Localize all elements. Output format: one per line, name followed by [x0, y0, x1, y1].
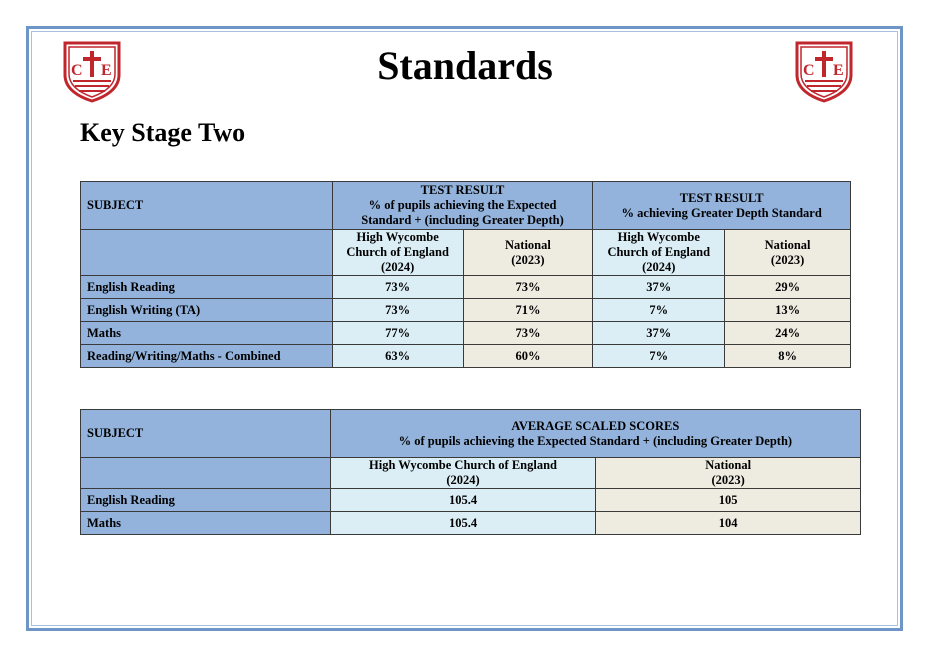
svg-text:E: E: [833, 62, 844, 79]
subject-cell: Reading/Writing/Maths - Combined: [81, 345, 333, 368]
value-cell: 73%: [463, 276, 593, 299]
table-row: [81, 322, 851, 345]
header-line: High Wycombe: [617, 230, 700, 244]
header-line: % of pupils achieving the Expected: [368, 198, 557, 212]
national-column-header: [596, 458, 861, 489]
header-line: % of pupils achieving the Expected Standard + (including Greater Depth): [398, 433, 793, 448]
table-row: [81, 512, 861, 535]
subject-cell: English Reading: [81, 489, 331, 512]
table-row: [81, 345, 851, 368]
section-heading: Key Stage Two: [80, 118, 246, 147]
table-row: [81, 489, 861, 512]
header-line: TEST RESULT: [420, 183, 505, 197]
subject-cell: English Writing (TA): [81, 299, 333, 322]
value-cell: 7%: [593, 345, 725, 368]
scaled-scores-header: [330, 410, 860, 458]
expected-standard-header: [332, 182, 593, 230]
value-cell: 29%: [725, 276, 851, 299]
header-line: Church of England: [607, 245, 711, 259]
header-line: (2023): [770, 252, 805, 267]
table-row: [81, 276, 851, 299]
value-cell: 7%: [593, 299, 725, 322]
header-line: High Wycombe: [356, 230, 439, 244]
header-line: National: [705, 458, 752, 472]
value-cell: 105.4: [330, 489, 596, 512]
value-cell: 37%: [593, 276, 725, 299]
national-column-header: [463, 230, 593, 276]
svg-text:C: C: [71, 62, 83, 79]
school-column-header: [593, 230, 725, 276]
greater-depth-header: [593, 182, 851, 230]
value-cell: 37%: [593, 322, 725, 345]
header-line: (2024): [642, 260, 676, 274]
subject-header: SUBJECT: [81, 410, 331, 458]
header-line: National: [764, 237, 811, 252]
header-line: TEST RESULT: [679, 190, 764, 205]
svg-text:C: C: [803, 62, 815, 79]
value-cell: 105.4: [330, 512, 596, 535]
school-column-header: [330, 458, 596, 489]
subject-cell: English Reading: [81, 276, 333, 299]
value-cell: 71%: [463, 299, 593, 322]
value-cell: 60%: [463, 345, 593, 368]
value-cell: 8%: [725, 345, 851, 368]
header-line: Standard + (including Greater Depth): [361, 213, 564, 227]
svg-text:E: E: [101, 62, 112, 79]
subject-cell: Maths: [81, 322, 333, 345]
value-cell: 105: [596, 489, 861, 512]
header-line: Church of England: [346, 245, 449, 259]
national-column-header: [725, 230, 851, 276]
header-line: High Wycombe Church of England: [369, 458, 558, 472]
table-row: [81, 299, 851, 322]
value-cell: 73%: [332, 276, 463, 299]
header-line: National: [505, 237, 551, 252]
page-title: Standards: [377, 43, 553, 88]
value-cell: 73%: [332, 299, 463, 322]
value-cell: 104: [596, 512, 861, 535]
test-results-table: [80, 181, 851, 368]
value-cell: 13%: [725, 299, 851, 322]
header-line: (2024): [446, 473, 480, 487]
value-cell: 24%: [725, 322, 851, 345]
header-line: (2024): [380, 260, 415, 274]
value-cell: 77%: [332, 322, 463, 345]
header-line: % achieving Greater Depth Standard: [621, 205, 822, 220]
scaled-scores-table: [80, 409, 861, 535]
blank-subheader: [81, 458, 331, 489]
value-cell: 73%: [463, 322, 593, 345]
value-cell: 63%: [332, 345, 463, 368]
school-column-header: [332, 230, 463, 276]
header-line: AVERAGE SCALED SCORES: [511, 418, 680, 433]
blank-subheader: [81, 230, 333, 276]
header-line: (2023): [711, 473, 745, 487]
header-line: (2023): [511, 252, 545, 267]
subject-cell: Maths: [81, 512, 331, 535]
subject-header: SUBJECT: [81, 182, 333, 230]
